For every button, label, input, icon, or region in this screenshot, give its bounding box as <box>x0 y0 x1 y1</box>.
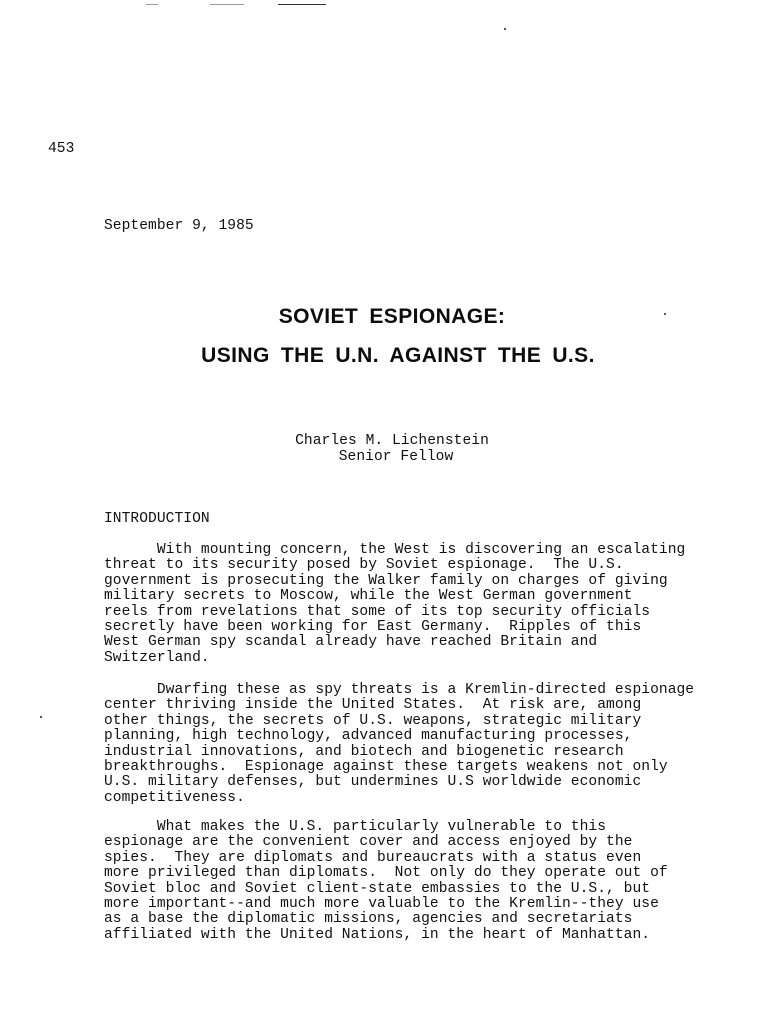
scan-speck <box>40 716 42 718</box>
document-title-line-1: SOVIET ESPIONAGE: <box>278 305 506 328</box>
body-paragraph: Dwarfing these as spy threats is a Kremlin-directed espionage center thriving inside the United States. At risk are, among other things, the secrets of U.S. weapons, strategic military planning, high technology, advanced manufacturing processes, industrial innovations, and biotech and biogenetic research breakthroughs. Espionage against these targets weakens not only U.S. military defenses, but undermines U.S worldwide economic competitiveness. <box>104 682 695 806</box>
page-number: 453 <box>48 141 75 157</box>
author-role: Senior Fellow <box>338 449 454 465</box>
document-date: September 9, 1985 <box>104 218 254 234</box>
scan-artifact-line <box>278 4 326 5</box>
body-paragraph: What makes the U.S. particularly vulnerable to this espionage are the convenient cover and access enjoyed by the spies. They are diplomats and bureaucrats with a status even more privileged than diplomats. Not only do they operate out of Soviet bloc and Soviet client-state embassies to the U.S., but more important--and much more valuable to the Kremlin--they use as a base the diplomatic missions, agencies and secretariats affiliated with the United Nations, in the heart of Manhattan. <box>104 819 668 943</box>
scan-artifact-line <box>146 4 158 5</box>
document-title-line-2: USING THE U.N. AGAINST THE U.S. <box>201 344 595 367</box>
scan-artifact-line <box>210 4 244 5</box>
scan-speck <box>504 28 506 30</box>
author-name: Charles M. Lichenstein <box>295 433 489 449</box>
section-heading: INTRODUCTION <box>104 511 210 527</box>
body-paragraph: With mounting concern, the West is discovering an escalating threat to its security posed by Soviet espionage. The U.S. government is prosecuting the Walker family on charges of giving military secrets to Moscow, while the West German government reels from revelations that some of its top security officials secretly have been working for East Germany. Ripples of this West German spy scandal already have reached Britain and Switzerland. <box>104 542 686 666</box>
